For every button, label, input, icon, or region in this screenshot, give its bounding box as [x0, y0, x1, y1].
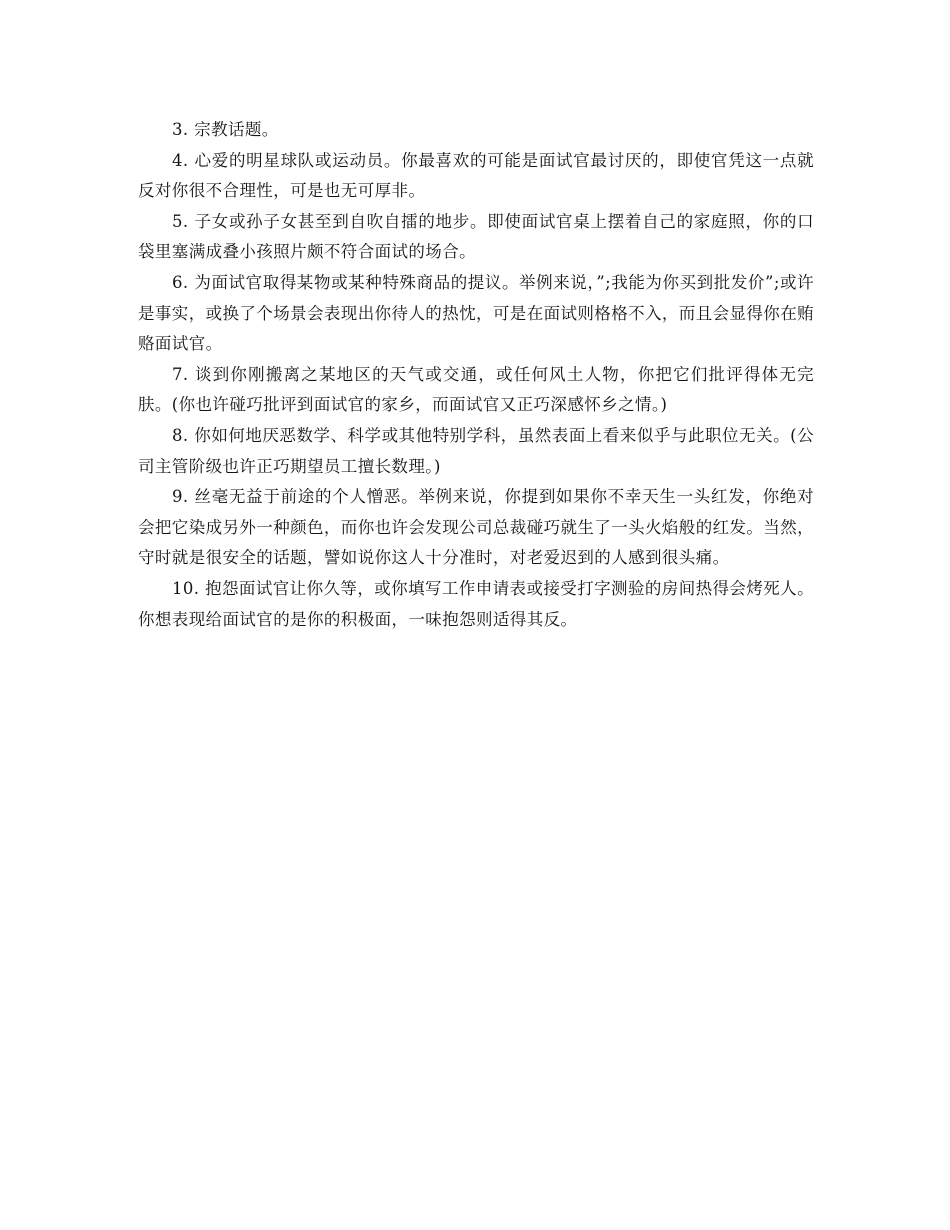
paragraph-item-3: 3. 宗教话题。	[172, 120, 279, 139]
paragraph-item-8: 8. 你如何地厌恶数学、科学或其他特别学科，虽然表面上看来似乎与此职位无关。(公司主管阶级也许正巧期望员工擅长数理。)	[138, 425, 814, 476]
paragraph-item-9: 9. 丝毫无益于前途的个人憎恶。举例来说，你提到如果你不幸天生一头红发，你绝对会把它染成另外一种颜色，而你也许会发现公司总裁碰巧就生了一头火焰般的红发。当然，守时就是很安全的话题，譬如说你这人十分准时，对老爱迟到的人感到很头痛。	[138, 487, 814, 568]
paragraph-item-10: 10. 抱怨面试官让你久等，或你填写工作申请表或接受打字测验的房间热得会烤死人。你想表现给面试官的是你的积极面，一味抱怨则适得其反。	[138, 578, 814, 629]
paragraph-item-6: 6. 为面试官取得某物或某种特殊商品的提议。举例来说，”;我能为你买到批发价”;或许是事实，或换了个场景会表现出你待人的热忱，可是在面试则格格不入，而且会显得你在贿赂面试官。	[138, 272, 814, 354]
paragraph-item-5: 5. 子女或孙子女甚至到自吹自擂的地步。即使面试官桌上摆着自己的家庭照，你的口袋里塞满成叠小孩照片颇不符合面试的场合。	[138, 211, 814, 262]
paragraph-item-4: 4. 心爱的明星球队或运动员。你最喜欢的可能是面试官最讨厌的，即使官凭这一点就反对你很不合理性，可是也无可厚非。	[138, 150, 814, 201]
document-body	[138, 115, 814, 635]
paragraph-item-7: 7. 谈到你刚搬离之某地区的天气或交通，或任何风土人物，你把它们批评得体无完肤。(你也许碰巧批评到面试官的家乡，而面试官又正巧深感怀乡之情。)	[138, 364, 814, 415]
